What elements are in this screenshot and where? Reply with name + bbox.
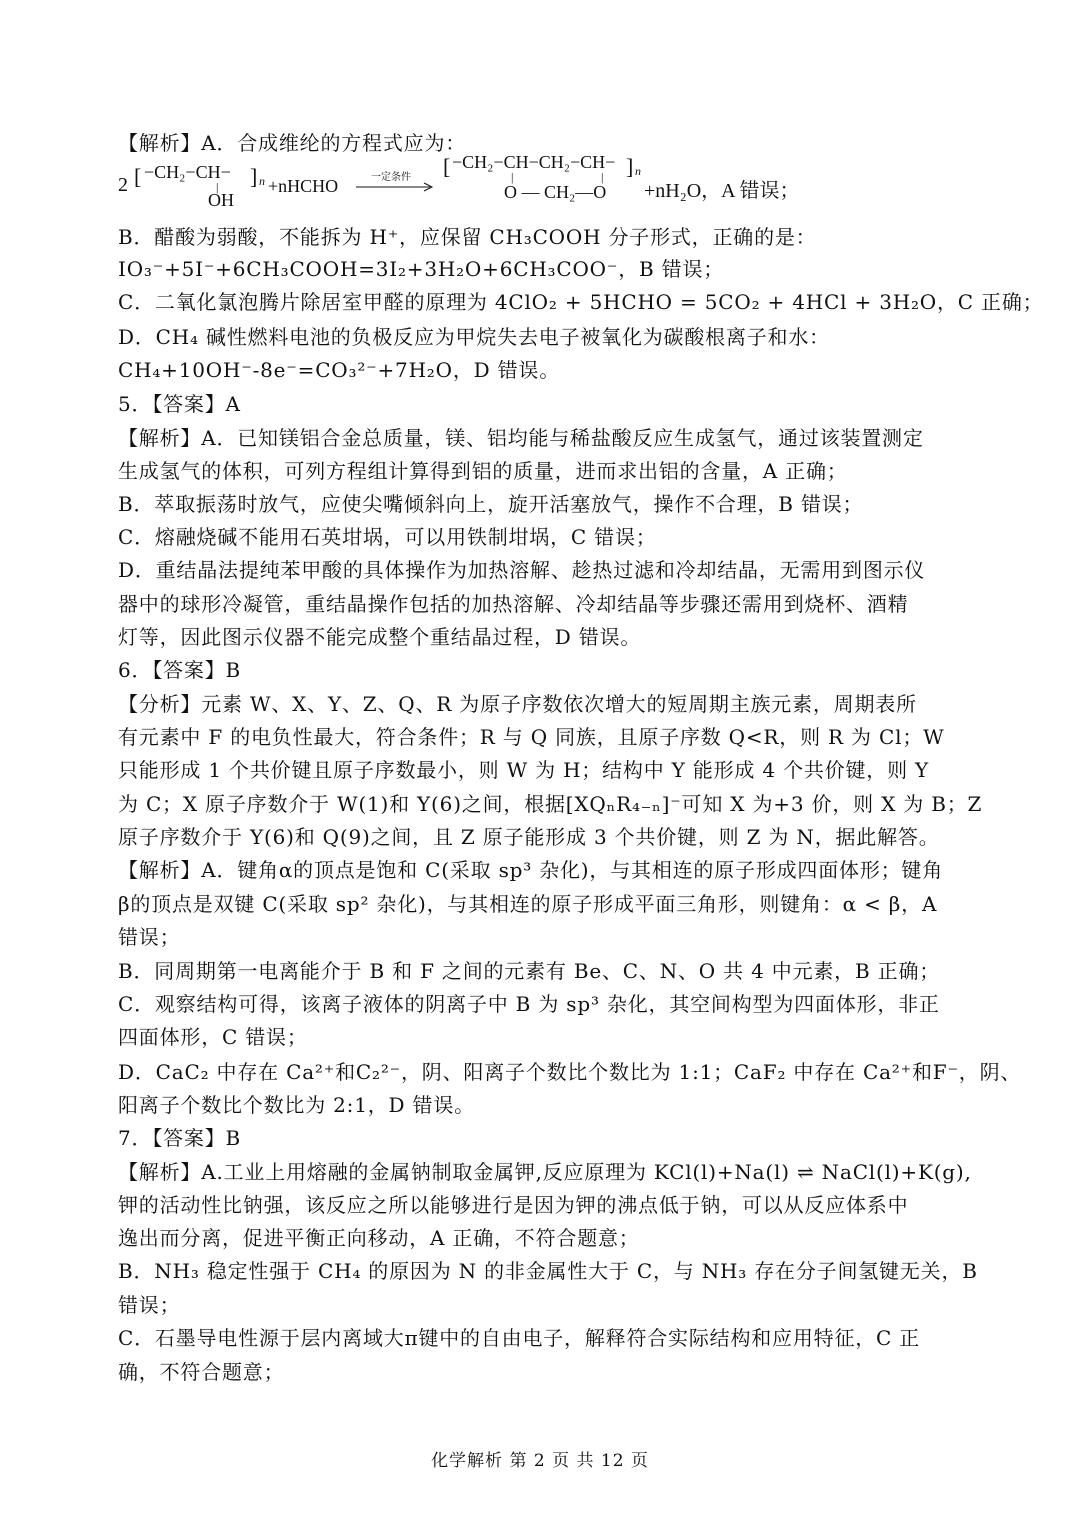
text-line: C．石墨导电性源于层内离域大π键中的自由电子，解释符合实际结构和应用特征，C 正 xyxy=(118,1326,921,1350)
reactant-subscript-n: n xyxy=(259,174,265,188)
text-line: 【解析】A．已知镁铝合金总质量，镁、铝均能与稀盐酸反应生成氢气，通过该装置测定 xyxy=(118,426,924,450)
text-line: C．熔融烧碱不能用石英坩埚，可以用铁制坩埚，C 错误； xyxy=(118,525,657,549)
text-line: 生成氢气的体积，可列方程组计算得到铝的质量，进而求出铝的含量，A 正确； xyxy=(118,459,848,483)
text-line: 【解析】A．键角α的顶点是饱和 C(采取 sp³ 杂化)，与其相连的原子形成四面体形；键角 xyxy=(118,858,944,882)
product-bracket-right: ] xyxy=(626,154,634,179)
text-line: B．醋酸为弱酸，不能拆为 H⁺，应保留 CH₃COOH 分子形式，正确的是： xyxy=(118,225,817,249)
text-line: β的顶点是双键 C(采取 sp² 杂化)，与其相连的原子形成平面三角形，则键角：α < β，A xyxy=(118,892,938,916)
text-line: 逸出而分离，促进平衡正向移动，A 正确，不符合题意； xyxy=(118,1226,640,1250)
text-line: 四面体形，C 错误； xyxy=(118,1025,308,1049)
text-line: D．CH₄ 碱性燃料电池的负极反应为甲烷失去电子被氧化为碳酸根离子和水： xyxy=(118,325,830,349)
reactant-bond: | xyxy=(216,180,219,194)
polymer-reaction-equation xyxy=(118,152,978,212)
product-subscript-n: n xyxy=(635,164,641,178)
text-line: 确，不符合题意； xyxy=(118,1360,285,1384)
text-line: 为 C；X 原子序数介于 W(1)和 Y(6)之间，根据[XQₙR₄₋ₙ]⁻可知 X 为+3 价，则 X 为 B；Z xyxy=(118,792,983,816)
text-line: B．NH₃ 稳定性强于 CH₄ 的原因为 N 的非金属性大于 C，与 NH₃ 存在分子间氢键无关，B xyxy=(118,1259,978,1283)
product-bond-right: | xyxy=(601,170,604,184)
text-line: IO₃⁻+5I⁻+6CH₃COOH=3I₂+3H₂O+6CH₃COO⁻，B 错误； xyxy=(118,257,725,281)
text-line: 错误； xyxy=(118,925,181,949)
reactant-bracket-left: [ xyxy=(134,164,142,189)
text-line: C．观察结构可得，该离子液体的阴离子中 B 为 sp³ 杂化，其空间构型为四面体形，非正 xyxy=(118,992,940,1016)
reactant-bracket-right: ] xyxy=(250,164,258,189)
product-bracket-left: [ xyxy=(443,154,451,179)
product-ring: O — CH₂—O xyxy=(504,182,607,202)
text-line: 5．【答案】A xyxy=(118,392,241,416)
reaction-condition: 一定条件 xyxy=(371,172,411,183)
reaction-tail: +nH₂O，A 错误； xyxy=(644,180,800,202)
reagent-hcho: +nHCHO xyxy=(268,176,339,196)
text-line: 错误； xyxy=(118,1293,181,1317)
product-chain: −CH₂−CH−CH₂−CH− xyxy=(452,152,616,172)
reactant-substituent: OH xyxy=(208,190,234,210)
text-line: 阳离子个数比个数比为 2:1，D 错误。 xyxy=(118,1093,475,1117)
reaction-coefficient: 2 xyxy=(118,174,128,196)
text-line: 7．【答案】B xyxy=(118,1126,242,1150)
page-footer: 化学解析 第 2 页 共 12 页 xyxy=(431,1451,649,1471)
text-line: 只能形成 1 个共价键且原子序数最小，则 W 为 H；结构中 Y 能形成 4 个共价键，则 Y xyxy=(118,758,930,782)
text-line: C．二氧化氯泡腾片除居室甲醛的原理为 4ClO₂ + 5HCHO = 5CO₂ + 4HCl + 3H₂O，C 正确； xyxy=(118,290,1044,314)
text-line: 灯等，因此图示仪器不能完成整个重结晶过程，D 错误。 xyxy=(118,625,642,649)
text-line: 器中的球形冷凝管，重结晶操作包括的加热溶解、冷却结晶等步骤还需用到烧杯、酒精 xyxy=(118,592,909,616)
text-line: B．萃取振荡时放气，应使尖嘴倾斜向上，旋开活塞放气，操作不合理，B 错误； xyxy=(118,492,864,516)
text-line: 原子序数介于 Y(6)和 Q(9)之间，且 Z 原子能形成 3 个共价键，则 Z 为 N，据此解答。 xyxy=(118,825,940,849)
text-line: 有元素中 F 的电负性最大，符合条件；R 与 Q 同族，且原子序数 Q<R，则 R 为 Cl；W xyxy=(118,725,945,749)
text-line: 【解析】A．合成维纶的方程式应为： xyxy=(118,131,467,155)
text-line: 【分析】元素 W、X、Y、Z、Q、R 为原子序数依次增大的短周期主族元素，周期表所 xyxy=(118,692,917,716)
text-line: D．CaC₂ 中存在 Ca²⁺和C₂²⁻，阴、阳离子个数比个数比为 1:1；CaF₂ 中存在 Ca²⁺和F⁻，阴、 xyxy=(118,1060,1022,1084)
text-line: D．重结晶法提纯苯甲酸的具体操作为加热溶解、趁热过滤和冷却结晶，无需用到图示仪 xyxy=(118,558,926,582)
text-line: CH₄+10OH⁻-8e⁻=CO₃²⁻+7H₂O，D 错误。 xyxy=(118,358,561,382)
reaction-arrow xyxy=(356,182,436,192)
reactant-chain: −CH₂−CH− xyxy=(144,162,231,182)
product-bond-left: | xyxy=(511,170,514,184)
text-line: B．同周期第一电离能介于 B 和 F 之间的元素有 Be、C、N、O 共 4 中元素，B 正确； xyxy=(118,959,941,983)
text-line: 钾的活动性比钠强，该反应之所以能够进行是因为钾的沸点低于钠，可以从反应体系中 xyxy=(118,1193,909,1217)
text-line: 【解析】A.工业上用熔融的金属钠制取金属钾,反应原理为 KCl(l)+Na(l) ⇌ NaCl(l)+K(g), xyxy=(118,1160,972,1184)
text-line: 6．【答案】B xyxy=(118,658,242,682)
